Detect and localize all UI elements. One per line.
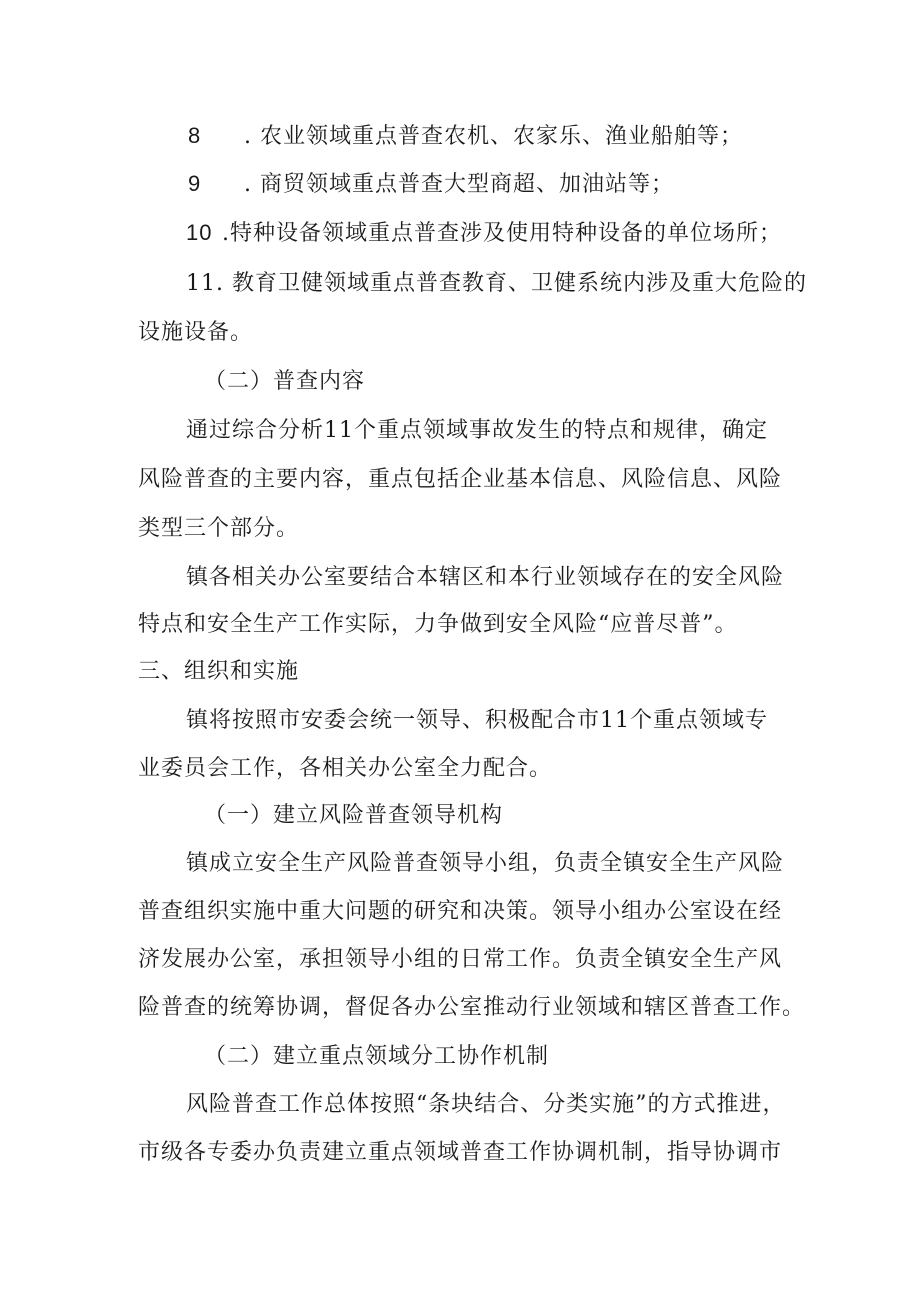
paragraph-line: 类型三个部分。 bbox=[138, 516, 300, 541]
list-item-8 bbox=[188, 125, 743, 148]
paragraph-line: 济发展办公室，承担领导小组的日常工作。负责全镇安全生产风 bbox=[138, 947, 783, 972]
paragraph-line: 险普查的统筹协调，督促各办公室推动行业领域和辖区普查工作。 bbox=[138, 995, 806, 1020]
section-heading-org: 三、组织和实施 bbox=[138, 659, 300, 684]
list-item-10 bbox=[186, 222, 782, 245]
item-number: 8 bbox=[188, 123, 202, 148]
section-heading-content: （二）普查内容 bbox=[204, 369, 366, 394]
paragraph-line: 镇成立安全生产风险普查领导小组，负责全镇安全生产风险 bbox=[186, 851, 785, 876]
section-heading-leader: （一）建立风险普查领导机构 bbox=[204, 803, 504, 828]
list-item-11-line1: 11. 教育卫健领域重点普查教育、卫健系统内涉及重大危险的 bbox=[186, 271, 807, 296]
item-text: .特种设备领域重点普查涉及使用特种设备的单位场所； bbox=[222, 221, 782, 246]
paragraph-line: 风险普查的主要内容，重点包括企业基本信息、风险信息、风险 bbox=[138, 467, 783, 492]
section-heading-division: （二）建立重点领域分工协作机制 bbox=[204, 1044, 550, 1069]
item-text: . 商贸领域重点普查大型商超、加油站等； bbox=[244, 172, 674, 197]
list-item-11-line2: 设施设备。 bbox=[138, 320, 254, 345]
paragraph-line: 通过综合分析11个重点领域事故发生的特点和规律，确定 bbox=[186, 418, 768, 443]
paragraph-line: 镇将按照市安委会统一领导、积极配合市11个重点领域专 bbox=[186, 708, 768, 733]
paragraph-line: 市级各专委办负责建立重点领域普查工作协调机制，指导协调市 bbox=[138, 1140, 783, 1165]
item-text: . 农业领域重点普查农机、农家乐、渔业船舶等； bbox=[244, 124, 743, 149]
item-number: 9 bbox=[188, 171, 202, 196]
paragraph-line: 业委员会工作，各相关办公室全力配合。 bbox=[138, 756, 553, 781]
paragraph-line: 特点和安全生产工作实际，力争做到安全风险“应普尽普”。 bbox=[138, 612, 738, 637]
paragraph-line: 镇各相关办公室要结合本辖区和本行业领域存在的安全风险 bbox=[186, 565, 785, 590]
paragraph-line: 风险普查工作总体按照“条块结合、分类实施”的方式推进， bbox=[186, 1092, 786, 1117]
list-item-9 bbox=[188, 173, 674, 196]
paragraph-line: 普查组织实施中重大问题的研究和决策。领导小组办公室设在经 bbox=[138, 899, 783, 924]
item-number: 10 bbox=[186, 220, 213, 245]
